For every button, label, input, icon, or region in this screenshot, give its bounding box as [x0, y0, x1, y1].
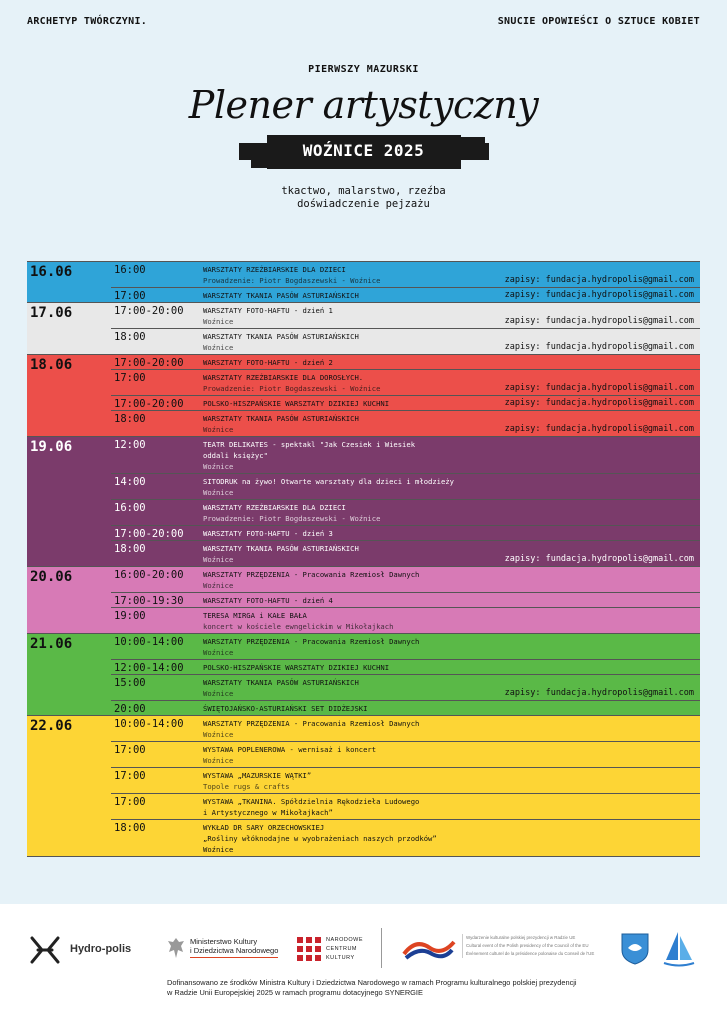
event-location: Woźnice — [203, 648, 234, 657]
presidency-logo — [462, 934, 602, 958]
event-time: 17:00-20:00 — [114, 528, 184, 540]
schedule-day — [27, 634, 700, 716]
event-title: WARSZTATY RZEŹBIARSKIE DLA DZIECI — [203, 265, 346, 274]
event-time: 10:00-14:00 — [114, 636, 184, 648]
event-location: Woźnice — [203, 756, 234, 765]
event-title: WARSZTATY FOTO-HAFTU - dzień 1 — [203, 306, 333, 315]
event-time: 17:00 — [114, 744, 146, 756]
edition-label: PIERWSZY MAZURSKI — [308, 64, 419, 75]
event-row — [111, 659, 700, 674]
event-details — [203, 794, 700, 819]
event-details — [203, 768, 700, 793]
event-location: Prowadzenie: Piotr Bogdaszewski - Woźnice — [203, 514, 381, 523]
day-date: 20.06 — [30, 569, 73, 585]
event-title: WARSZTATY RZEŹBIARSKIE DLA DZIECI — [203, 503, 346, 512]
event-time: 16:00 — [114, 502, 146, 514]
event-time: 19:00 — [114, 610, 146, 622]
ministry-logo — [190, 937, 278, 958]
day-date: 17.06 — [30, 305, 73, 321]
event-title: POLSKO-HISZPAŃSKIE WARSZTATY DZIKIEJ KUCHNI — [203, 399, 390, 408]
event-title: WARSZTATY RZEŹBIARSKIE DLA DOROSŁYCH. — [203, 373, 364, 382]
event-time: 16:00-20:00 — [114, 569, 184, 581]
event-location: koncert w kościele ewngelickim w Mikołajkach — [203, 622, 394, 631]
event-time: 16:00 — [114, 264, 146, 276]
registration-email[interactable]: zapisy: fundacja.hydropolis@gmail.com — [504, 342, 694, 352]
day-date: 21.06 — [30, 636, 73, 652]
event-row — [111, 499, 700, 525]
presidency-emblem — [402, 936, 456, 966]
day-date: 22.06 — [30, 718, 73, 734]
hydropolis-logo — [28, 934, 62, 970]
event-time: 17:00-20:00 — [114, 357, 184, 369]
sail-logo — [662, 930, 696, 974]
day-events — [111, 634, 700, 715]
event-time: 17:00-20:00 — [114, 398, 184, 410]
nck-logo — [326, 936, 363, 963]
event-row — [111, 303, 700, 328]
series-tagline: SNUCIE OPOWIEŚCI O SZTUCE KOBIET — [497, 16, 700, 27]
registration-email[interactable]: zapisy: fundacja.hydropolis@gmail.com — [504, 688, 694, 698]
event-row — [111, 567, 700, 592]
event-details — [203, 355, 700, 369]
event-location: Woźnice — [203, 555, 234, 564]
event-title: WYSTAWA „TKANINA. Spółdzielnia Rękodzieła Ludowego i Artystycznego w Mikołajkach” — [203, 797, 420, 817]
logo-divider — [381, 928, 382, 968]
day-events — [111, 437, 700, 566]
shield-icon — [620, 932, 650, 966]
event-location: Prowadzenie: Piotr Bogdaszewski - Woźnice — [203, 276, 381, 285]
event-details — [203, 716, 700, 741]
tagline-line-2: doświadczenie pejzażu — [297, 198, 430, 210]
event-title: WARSZTATY TKANIA PASÓW ASTURIAŃSKICH — [203, 291, 359, 300]
schedule-table — [27, 261, 700, 857]
series-label: ARCHETYP TWÓRCZYNI. — [27, 16, 148, 27]
event-row — [111, 607, 700, 633]
event-time: 17:00 — [114, 290, 146, 302]
registration-email[interactable]: zapisy: fundacja.hydropolis@gmail.com — [504, 316, 694, 326]
event-time: 17:00 — [114, 770, 146, 782]
event-row — [111, 767, 700, 793]
nck-emblem — [297, 937, 321, 965]
event-details — [203, 526, 700, 540]
event-title: SITODRUK na żywo! Otwarte warsztaty dla dzieci i młodzieży — [203, 477, 454, 486]
event-title: WARSZTATY PRZĘDZENIA - Pracowania Rzemiosł Dawnych — [203, 570, 420, 579]
event-title: WYSTAWA „MAZURSKIE WĄTKI” — [203, 771, 312, 780]
day-events — [111, 716, 700, 856]
event-location: Woźnice — [203, 317, 234, 326]
event-row — [111, 525, 700, 540]
nck-line-2: CENTRUM — [326, 946, 357, 952]
schedule-day — [27, 437, 700, 567]
event-row — [111, 741, 700, 767]
event-time: 17:00 — [114, 372, 146, 384]
registration-email[interactable]: zapisy: fundacja.hydropolis@gmail.com — [504, 290, 694, 300]
schedule-day — [27, 303, 700, 355]
registration-email[interactable]: zapisy: fundacja.hydropolis@gmail.com — [504, 424, 694, 434]
event-row — [111, 410, 700, 436]
event-title: WARSZTATY TKANIA PASÓW ASTURIAŃSKICH — [203, 414, 359, 423]
event-title: WARSZTATY PRZĘDZENIA - Pracowania Rzemiosł Dawnych — [203, 719, 420, 728]
event-details — [203, 820, 700, 856]
event-title: TEATR DELIKATES - spektakl "Jak Czesiek i Wiesiek oddali księżyc" — [203, 440, 416, 460]
event-time: 18:00 — [114, 822, 146, 834]
event-details — [203, 742, 700, 767]
event-row — [111, 793, 700, 819]
event-time: 17:00 — [114, 796, 146, 808]
poster-header — [0, 64, 727, 211]
poster-title: Plener artystyczny — [188, 83, 539, 127]
presidency-line-3: Événement culturel de la présidence polonaise du Conseil de l'UE — [466, 951, 595, 956]
day-events — [111, 567, 700, 633]
event-details — [203, 500, 700, 525]
event-time: 18:00 — [114, 543, 146, 555]
event-title: WARSZTATY FOTO-HAFTU - dzień 3 — [203, 529, 333, 538]
day-date: 18.06 — [30, 357, 73, 373]
event-row — [111, 369, 700, 395]
day-events — [111, 355, 700, 436]
event-title: WARSZTATY TKANIA PASÓW ASTURIAŃSKICH — [203, 332, 359, 341]
event-row — [111, 592, 700, 607]
event-time: 10:00-14:00 — [114, 718, 184, 730]
event-time: 17:00-20:00 — [114, 305, 184, 317]
event-time: 12:00-14:00 — [114, 662, 184, 674]
event-row — [111, 540, 700, 566]
event-title: WYSTAWA POPLENEROWA - wernisaż i koncert — [203, 745, 377, 754]
event-row — [111, 700, 700, 715]
event-row — [111, 287, 700, 302]
event-time: 12:00 — [114, 439, 146, 451]
event-location: Woźnice — [203, 343, 234, 352]
event-location: Woźnice — [203, 689, 234, 698]
presidency-line-1: Wydarzenie kulturalne polskiej prezydencji w Radzie UE — [466, 935, 576, 940]
registration-email[interactable]: zapisy: fundacja.hydropolis@gmail.com — [504, 383, 694, 393]
event-row — [111, 395, 700, 410]
schedule-day — [27, 716, 700, 857]
event-row — [111, 328, 700, 354]
hydropolis-name: Hydro-polis — [70, 943, 132, 955]
hydropolis-icon — [28, 934, 62, 966]
event-location: Woźnice — [203, 462, 234, 471]
event-location: Woźnice — [203, 581, 234, 590]
schedule-day — [27, 262, 700, 303]
event-title: WYKŁAD DR SARY ORZECHOWSKIEJ „Rośliny włóknodajne w wyobrażeniach naszych przodków” Woźnice — [203, 823, 437, 854]
event-location: Woźnice — [203, 488, 234, 497]
coat-of-arms — [620, 932, 650, 970]
event-row — [111, 716, 700, 741]
event-details — [203, 608, 700, 633]
location-banner-text: WOŹNICE 2025 — [302, 141, 425, 160]
registration-email[interactable]: zapisy: fundacja.hydropolis@gmail.com — [504, 398, 694, 408]
registration-email[interactable]: zapisy: fundacja.hydropolis@gmail.com — [504, 275, 694, 285]
event-details — [203, 567, 700, 592]
event-row — [111, 473, 700, 499]
nck-line-3: KULTURY — [326, 955, 355, 961]
registration-email[interactable]: zapisy: fundacja.hydropolis@gmail.com — [504, 554, 694, 564]
event-time: 18:00 — [114, 413, 146, 425]
event-row — [111, 262, 700, 287]
event-details — [203, 593, 700, 607]
eagle-icon — [166, 936, 186, 960]
day-date: 16.06 — [30, 264, 73, 280]
event-time: 15:00 — [114, 677, 146, 689]
day-events — [111, 262, 700, 302]
day-date: 19.06 — [30, 439, 73, 455]
presidency-icon — [402, 936, 456, 962]
ministry-line-1: Ministerstwo Kultury — [190, 937, 258, 946]
nck-icon — [297, 937, 321, 961]
ministry-emblem — [166, 936, 186, 964]
funding-line-1: Dofinansowano ze środków Ministra Kultury i Dziedzictwa Narodowego w ramach Programu kulturalnego polskiej prezydencji — [167, 978, 577, 987]
event-location: Woźnice — [203, 730, 234, 739]
day-events — [111, 303, 700, 354]
event-details — [203, 437, 700, 473]
ministry-line-2: i Dziedzictwa Narodowego — [190, 946, 279, 955]
event-title: WARSZTATY TKANIA PASÓW ASTURIAŃSKICH — [203, 544, 359, 553]
event-title: WARSZTATY TKANIA PASÓW ASTURIAŃSKICH — [203, 678, 359, 687]
event-location: Woźnice — [203, 425, 234, 434]
funding-line-2: w Radzie Unii Europejskiej 2025 w ramach programu dotacyjnego SYNERGIE — [167, 988, 423, 997]
footer — [0, 904, 727, 1024]
event-row — [111, 355, 700, 369]
event-details — [203, 660, 700, 674]
tagline-line-1: tkactwo, malarstwo, rzeźba — [281, 185, 446, 197]
event-time: 14:00 — [114, 476, 146, 488]
presidency-line-2: Cultural event of the Polish presidency of the Council of the EU — [466, 943, 589, 948]
sponsor-logos — [0, 928, 727, 984]
nck-line-1: NARODOWE — [326, 937, 363, 943]
event-details — [203, 701, 700, 715]
event-row — [111, 674, 700, 700]
location-banner — [239, 135, 489, 175]
schedule-day — [27, 355, 700, 437]
event-time: 18:00 — [114, 331, 146, 343]
event-title: TERESA MIRGA i KAŁE BAŁA — [203, 611, 307, 620]
event-location: Topole rugs & crafts — [203, 782, 290, 791]
event-title: WARSZTATY FOTO-HAFTU - dzień 4 — [203, 596, 333, 605]
event-title: ŚWIĘTOJAŃSKO-ASTURIAŃSKI SET DIDŻEJSKI — [203, 704, 368, 713]
event-title: WARSZTATY PRZĘDZENIA - Pracowania Rzemiosł Dawnych — [203, 637, 420, 646]
event-row — [111, 634, 700, 659]
event-time: 20:00 — [114, 703, 146, 715]
funding-note — [167, 978, 627, 998]
event-details — [203, 634, 700, 659]
schedule-day — [27, 567, 700, 634]
sail-icon — [662, 930, 696, 970]
event-row — [111, 437, 700, 473]
event-title: WARSZTATY FOTO-HAFTU - dzień 2 — [203, 358, 333, 367]
event-location: Prowadzenie: Piotr Bogdaszewski - Woźnice — [203, 384, 381, 393]
event-time: 17:00-19:30 — [114, 595, 184, 607]
event-details — [203, 474, 700, 499]
tagline — [0, 185, 727, 211]
event-title: POLSKO-HISZPAŃSKIE WARSZTATY DZIKIEJ KUCHNI — [203, 663, 390, 672]
event-row — [111, 819, 700, 856]
